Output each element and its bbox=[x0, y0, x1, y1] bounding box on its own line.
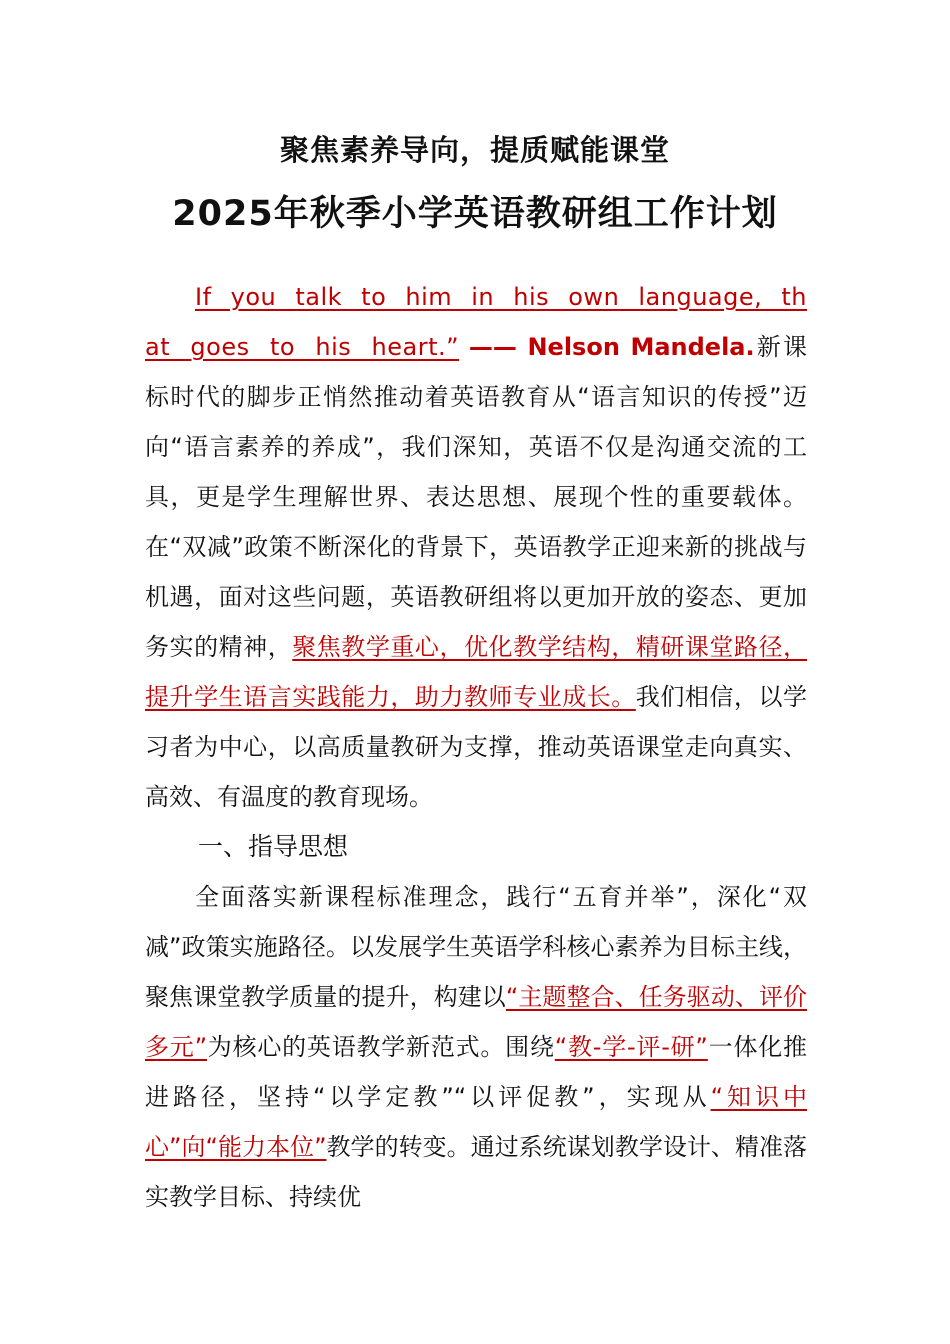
section1-text-3: 一体化推进路径，坚持“以学定教”“以评促教”，实现从 bbox=[145, 1033, 808, 1111]
section1-highlight-2: “教-学-评-研” bbox=[554, 1033, 708, 1061]
section1-text-2: 为核心的英语教学新范式。围绕 bbox=[207, 1033, 555, 1061]
document-subtitle: 聚焦素养导向，提质赋能课堂 bbox=[279, 133, 670, 167]
section1-text-4: 教学的转变。通过系统谋划教学设计、精准落实教学目标、持续优 bbox=[145, 1133, 807, 1211]
section1-text-1: 全面落实新课程标准理念，践行“五育并举”，深化“双减”政策实施路径。以发展学生英语学科核心素养为目标主线，聚焦课堂教学质量的提升，构建以 bbox=[145, 883, 807, 1011]
guiding-ideology-paragraph bbox=[145, 872, 807, 1222]
intro-highlight: 聚焦教学重心，优化教学结构，精研课堂路径，提升学生语言实践能力，助力教师专业成长。 bbox=[145, 633, 808, 711]
document-title: 2025年秋季小学英语教研组工作计划 bbox=[172, 194, 778, 234]
intro-text-1: 新课标时代的脚步正悄然推动着英语教育从“语言知识的传授”迈向“语言素养的养成”，我们深知，英语不仅是沟通交流的工具，更是学生理解世界、表达思想、展现个性的重要载体。在“双减”政策不断深化的背景下，英语教学正迎来新的挑战与机遇，面对这些问题，英语教研组将以更加开放的姿态、更加务实的精神， bbox=[145, 333, 807, 661]
mandela-quote: If you talk to him in his own language, that goes to his heart.” bbox=[145, 283, 807, 361]
quote-attribution: —— Nelson Mandela. bbox=[468, 333, 755, 361]
intro-text-2: 我们相信，以学习者为中心，以高质量教研为支撑，推动英语课堂走向真实、高效、有温度的教育现场。 bbox=[145, 683, 808, 811]
section1-highlight-3: “知识中心”向“能力本位” bbox=[145, 1083, 808, 1161]
section-heading-guiding-ideology: 一、指导思想 bbox=[198, 832, 349, 861]
intro-paragraph bbox=[145, 272, 807, 822]
section1-highlight-1: “主题整合、任务驱动、评价多元” bbox=[145, 983, 808, 1061]
